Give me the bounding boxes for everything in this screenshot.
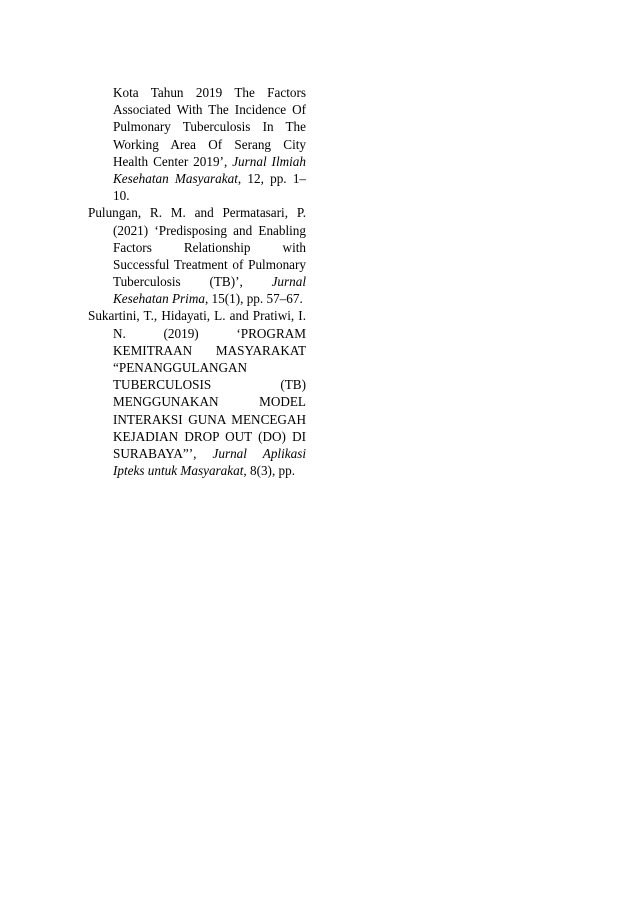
reference-text: SURABAYA”’, (113, 445, 197, 461)
reference-line: N. (2019) ‘PROGRAM (113, 325, 306, 341)
journal-title: Jurnal Ilmiah (232, 153, 306, 169)
reference-line: Associated With The Incidence Of (113, 102, 306, 118)
reference-line: INTERAKSI GUNA MENCEGAH (113, 411, 306, 427)
reference-line (88, 273, 306, 290)
reference-line: Successful Treatment of Pulmonary (113, 256, 306, 272)
reference-line: TUBERCULOSIS (TB) (113, 377, 306, 393)
reference-line (88, 153, 306, 170)
reference-line: “PENANGGULANGAN (113, 360, 248, 375)
reference-entry-continued (88, 84, 306, 204)
reference-text: Health Center 2019’, (113, 153, 228, 169)
reference-line: KEMITRAAN MASYARAKAT (113, 342, 306, 358)
reference-line: Pulungan, R. M. and Permatasari, P. (88, 205, 306, 221)
reference-line (88, 462, 306, 479)
journal-title: Kesehatan Masyarakat (113, 170, 238, 186)
reference-entry-pulungan (88, 204, 306, 307)
journal-title: Jurnal (271, 274, 307, 290)
journal-title: Kesehatan Prima (113, 291, 205, 307)
reference-line: 10. (113, 188, 130, 204)
reference-line: MENGGUNAKAN MODEL (113, 394, 306, 410)
reference-line (88, 445, 306, 462)
reference-line (88, 290, 306, 307)
reference-line: (2021) ‘Predisposing and Enabling (113, 222, 306, 238)
reference-text: , 15(1), pp. 57–67. (204, 291, 303, 307)
journal-title: Ipteks untuk Masyarakat (113, 463, 244, 479)
reference-text: Tuberculosis (TB)’, (113, 274, 243, 290)
reference-text: , 12, pp. 1– (237, 170, 306, 186)
reference-line: KEJADIAN DROP OUT (DO) DI (113, 428, 306, 444)
reference-list (88, 84, 306, 479)
reference-line: Kota Tahun 2019 The Factors (113, 85, 306, 100)
reference-line: Sukartini, T., Hidayati, L. and Pratiwi, I. (88, 308, 306, 324)
reference-line: Working Area Of Serang City (113, 136, 306, 152)
journal-title: Jurnal Aplikasi (212, 445, 306, 461)
reference-text: , 8(3), pp. (243, 463, 296, 479)
reference-line: Pulmonary Tuberculosis In The (113, 119, 306, 135)
reference-entry-sukartini (88, 307, 306, 479)
reference-line (88, 170, 306, 187)
reference-line: Factors Relationship with (113, 239, 306, 255)
